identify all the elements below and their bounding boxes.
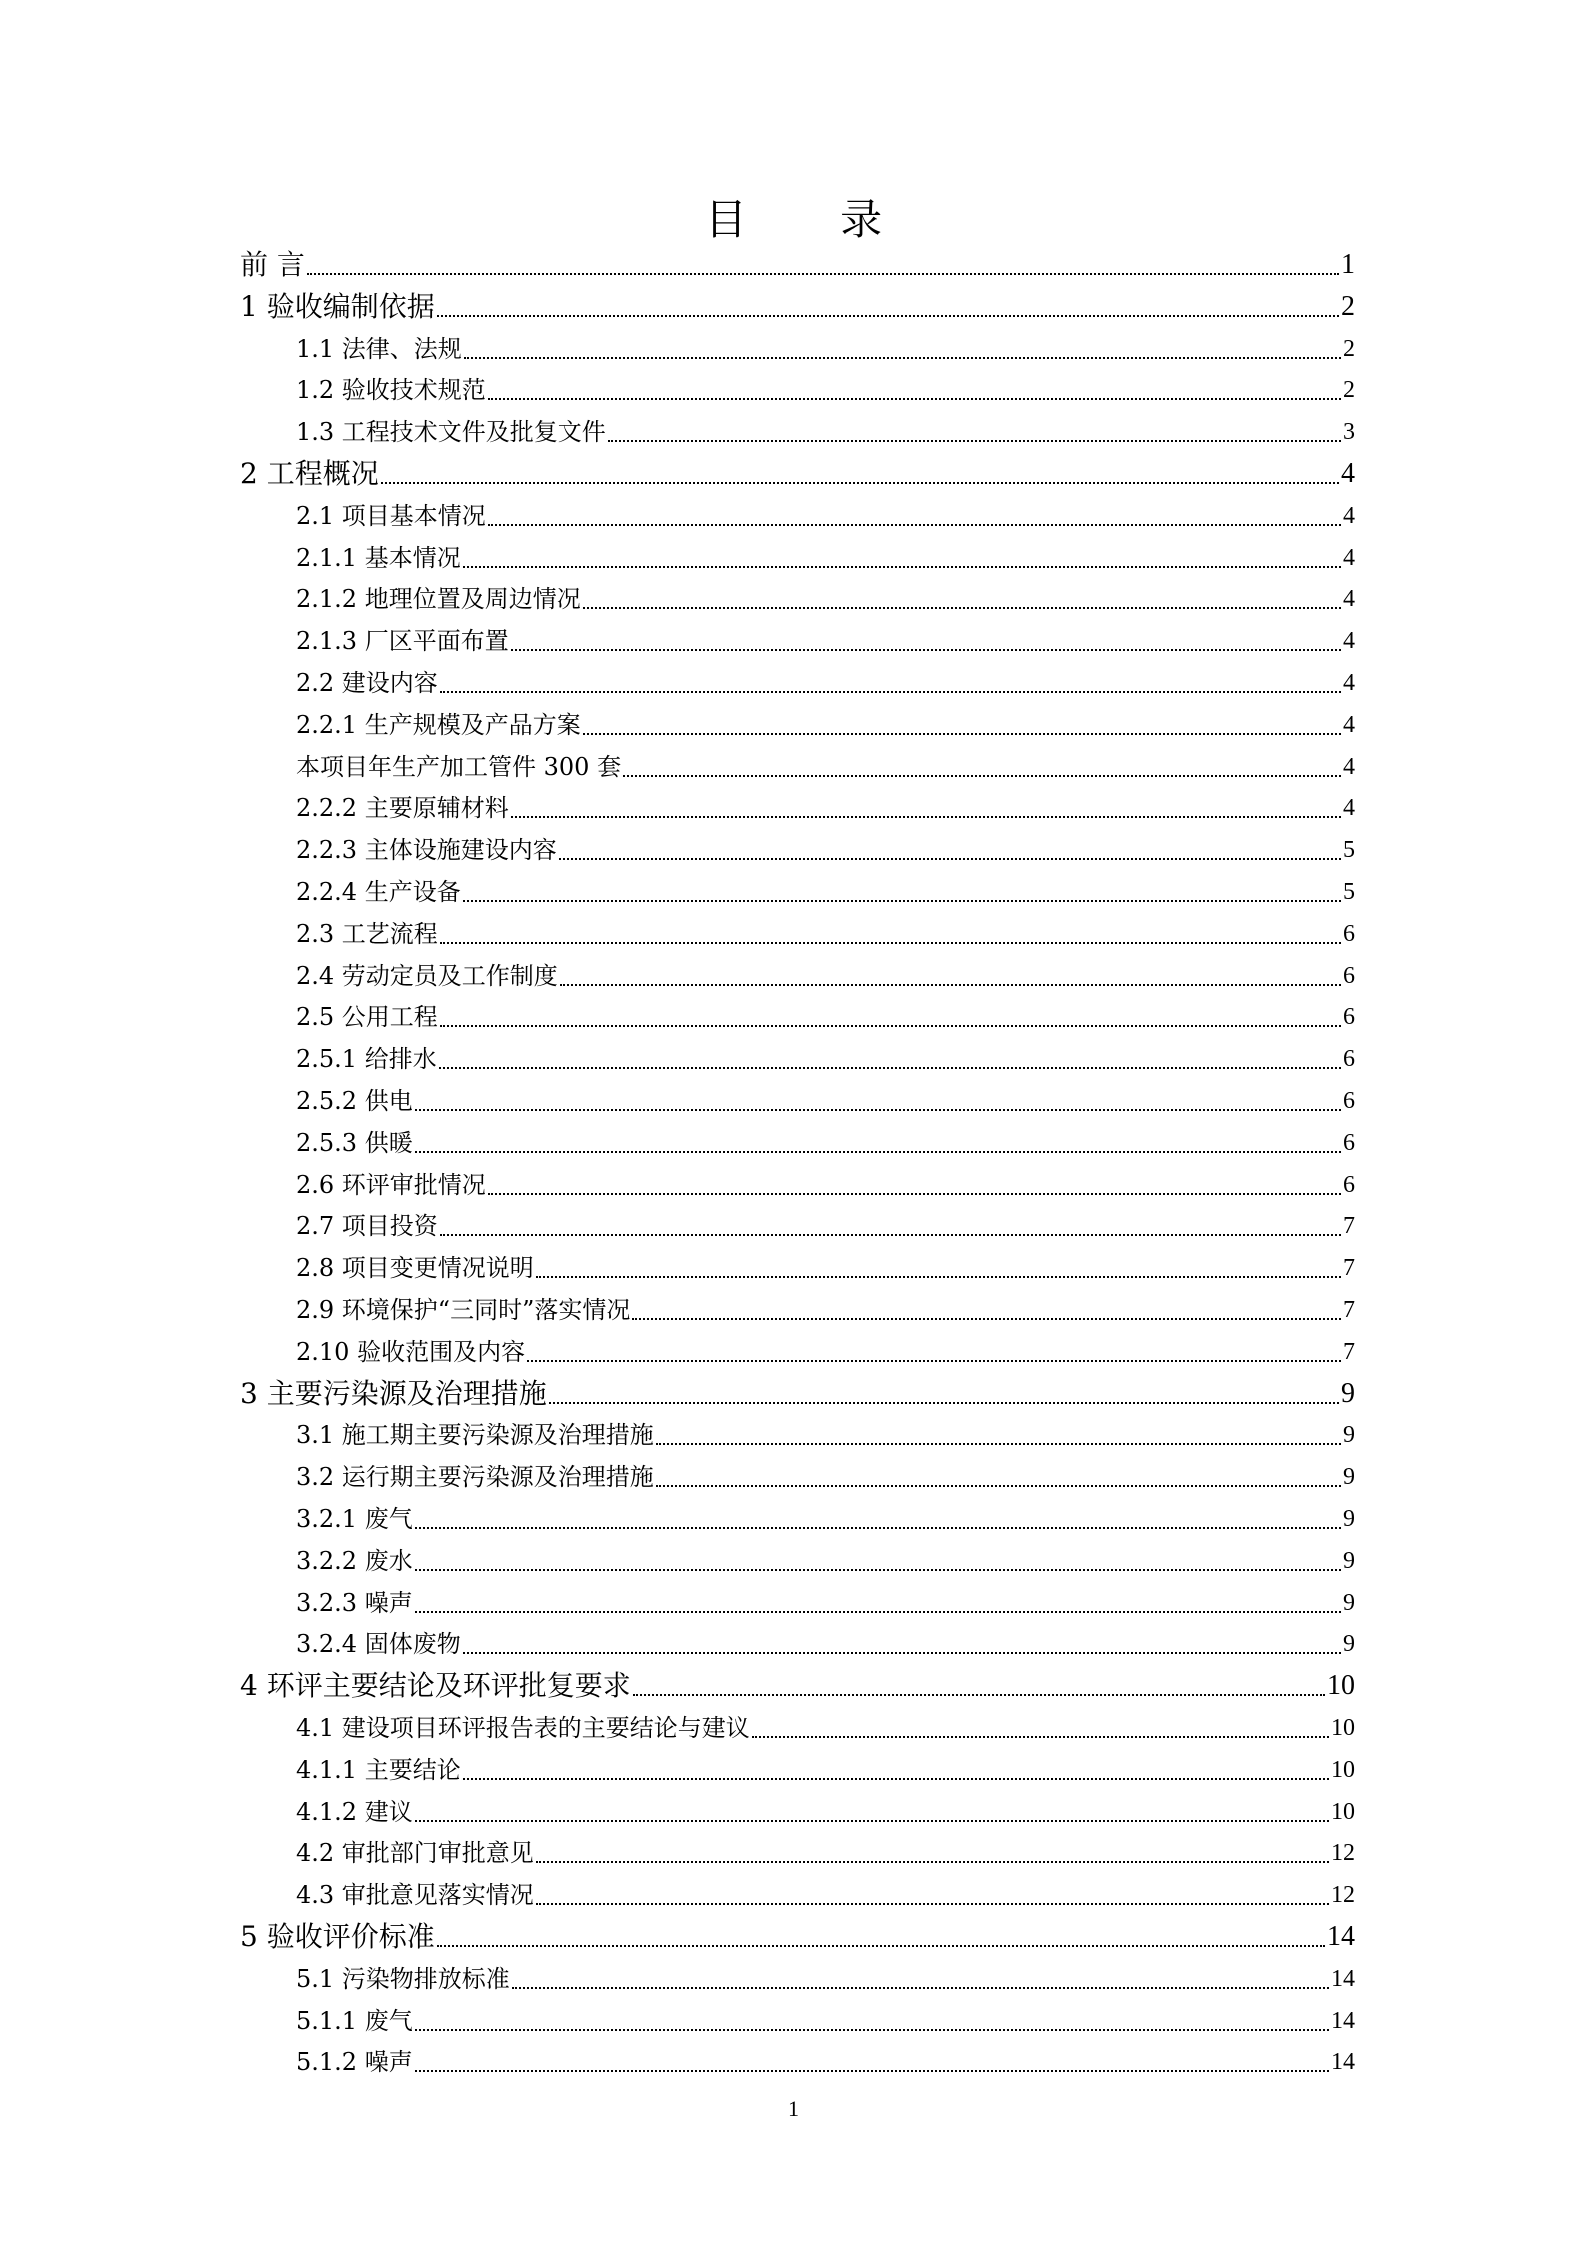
toc-entry-label: 本项目年生产加工管件 300 套 bbox=[296, 753, 622, 781]
toc-dot-leader bbox=[463, 566, 1341, 568]
toc-entry-page: 5 bbox=[1343, 837, 1355, 863]
toc-entry[interactable] bbox=[296, 1959, 1355, 1999]
toc-dot-leader bbox=[415, 1527, 1341, 1529]
toc-entry-label: 4.1.1 主要结论 bbox=[296, 1756, 461, 1784]
toc-entry-page: 4 bbox=[1343, 628, 1355, 654]
toc-dot-leader bbox=[511, 649, 1341, 651]
toc-entry[interactable] bbox=[296, 1708, 1355, 1748]
toc-entry-label: 2.2.1 生产规模及产品方案 bbox=[296, 711, 581, 739]
toc-entry-label: 2.6 环评审批情况 bbox=[296, 1171, 486, 1199]
toc-entry[interactable] bbox=[296, 1499, 1355, 1539]
toc-dot-leader bbox=[440, 1025, 1341, 1027]
toc-entry-page: 9 bbox=[1343, 1422, 1355, 1448]
toc-entry[interactable] bbox=[296, 1875, 1355, 1915]
toc-entry[interactable] bbox=[296, 621, 1355, 661]
toc-entry[interactable] bbox=[296, 1792, 1355, 1832]
toc-entry[interactable] bbox=[296, 370, 1355, 410]
toc-entry-page: 7 bbox=[1343, 1339, 1355, 1365]
toc-entry[interactable] bbox=[296, 1583, 1355, 1623]
toc-entry[interactable] bbox=[296, 412, 1355, 452]
toc-dot-leader bbox=[583, 607, 1341, 609]
toc-entry[interactable] bbox=[240, 287, 1355, 327]
toc-entry-label: 1.2 验收技术规范 bbox=[296, 376, 486, 404]
toc-dot-leader bbox=[415, 1151, 1341, 1153]
toc-entry[interactable] bbox=[296, 496, 1355, 536]
toc-dot-leader bbox=[437, 315, 1339, 317]
toc-entry-label: 4.2 审批部门审批意见 bbox=[296, 1839, 534, 1867]
toc-dot-leader bbox=[440, 942, 1341, 944]
toc-entry[interactable] bbox=[296, 329, 1355, 369]
toc-entry[interactable] bbox=[296, 830, 1355, 870]
toc-dot-leader bbox=[415, 1611, 1341, 1613]
toc-entry-page: 4 bbox=[1343, 545, 1355, 571]
toc-dot-leader bbox=[463, 900, 1341, 902]
toc-dot-leader bbox=[415, 1109, 1341, 1111]
toc-dot-leader bbox=[633, 1694, 1325, 1696]
toc-entry[interactable] bbox=[296, 997, 1355, 1037]
toc-entry-page: 12 bbox=[1331, 1840, 1355, 1866]
toc-entry-label: 2.8 项目变更情况说明 bbox=[296, 1254, 534, 1282]
toc-entry-label: 2.2.3 主体设施建设内容 bbox=[296, 836, 557, 864]
toc-entry-page: 9 bbox=[1343, 1590, 1355, 1616]
toc-entry-page: 5 bbox=[1343, 879, 1355, 905]
toc-entry-page: 7 bbox=[1343, 1255, 1355, 1281]
toc-dot-leader bbox=[512, 1987, 1329, 1989]
toc-entry-page: 12 bbox=[1331, 1882, 1355, 1908]
toc-entry-page: 10 bbox=[1331, 1799, 1355, 1825]
toc-entry[interactable] bbox=[296, 1290, 1355, 1330]
toc-entry-page: 10 bbox=[1327, 1670, 1355, 1701]
toc-entry-label: 2 工程概况 bbox=[240, 457, 379, 490]
toc-entry-page: 14 bbox=[1331, 2049, 1355, 2075]
toc-dot-leader bbox=[632, 1318, 1341, 1320]
toc-dot-leader bbox=[511, 816, 1341, 818]
toc-entry-page: 4 bbox=[1343, 586, 1355, 612]
toc-entry-page: 2 bbox=[1343, 377, 1355, 403]
toc-entry-label: 2.1.1 基本情况 bbox=[296, 544, 461, 572]
toc-entry[interactable] bbox=[240, 1666, 1355, 1706]
toc-entry-page: 9 bbox=[1343, 1506, 1355, 1532]
toc-entry[interactable] bbox=[296, 788, 1355, 828]
toc-entry-label: 2.4 劳动定员及工作制度 bbox=[296, 962, 558, 990]
toc-entry-page: 2 bbox=[1343, 336, 1355, 362]
toc-entry[interactable] bbox=[296, 2001, 1355, 2041]
toc-entry[interactable] bbox=[296, 956, 1355, 996]
toc-dot-leader bbox=[464, 357, 1341, 359]
toc-dot-leader bbox=[488, 398, 1341, 400]
toc-entry-label: 5 验收评价标准 bbox=[240, 1920, 435, 1953]
toc-dot-leader bbox=[536, 1861, 1329, 1863]
toc-entry-page: 9 bbox=[1343, 1464, 1355, 1490]
toc-entry-label: 2.5.1 给排水 bbox=[296, 1045, 437, 1073]
toc-dot-leader bbox=[527, 1360, 1341, 1362]
toc-entry-label: 2.2 建设内容 bbox=[296, 669, 438, 697]
toc-entry-label: 1 验收编制依据 bbox=[240, 290, 435, 323]
toc-entry-page: 10 bbox=[1331, 1715, 1355, 1741]
toc-entry[interactable] bbox=[296, 1123, 1355, 1163]
toc-entry-label: 4 环评主要结论及环评批复要求 bbox=[240, 1669, 631, 1702]
toc-dot-leader bbox=[488, 1193, 1341, 1195]
toc-entry[interactable] bbox=[296, 2042, 1355, 2082]
toc-entry-label: 5.1.1 废气 bbox=[296, 2007, 413, 2035]
toc-entry[interactable] bbox=[240, 454, 1355, 494]
toc-entry[interactable] bbox=[296, 1833, 1355, 1873]
toc-dot-leader bbox=[440, 691, 1341, 693]
toc-dot-leader bbox=[307, 273, 1339, 275]
toc-entry-label: 5.1 污染物排放标准 bbox=[296, 1965, 510, 1993]
toc-title: 目 录 bbox=[704, 195, 923, 244]
toc-entry[interactable] bbox=[296, 1081, 1355, 1121]
toc-entry-label: 3.2.1 废气 bbox=[296, 1505, 413, 1533]
toc-dot-leader bbox=[656, 1443, 1341, 1445]
toc-entry-page: 6 bbox=[1343, 921, 1355, 947]
toc-entry[interactable] bbox=[296, 1750, 1355, 1790]
toc-dot-leader bbox=[488, 524, 1341, 526]
toc-dot-leader bbox=[437, 1945, 1325, 1947]
toc-entry-page: 4 bbox=[1343, 795, 1355, 821]
toc-entry-label: 3.1 施工期主要污染源及治理措施 bbox=[296, 1421, 654, 1449]
toc-entry[interactable] bbox=[296, 1457, 1355, 1497]
toc-dot-leader bbox=[656, 1485, 1341, 1487]
toc-entry-label: 2.5.3 供暖 bbox=[296, 1129, 413, 1157]
toc-dot-leader bbox=[536, 1903, 1329, 1905]
toc-dot-leader bbox=[415, 2070, 1329, 2072]
toc-entry-label: 2.9 环境保护“三同时”落实情况 bbox=[296, 1296, 631, 1324]
toc-entry[interactable] bbox=[296, 1165, 1355, 1205]
toc-dot-leader bbox=[623, 775, 1341, 777]
toc-dot-leader bbox=[752, 1736, 1329, 1738]
page-number: 1 bbox=[788, 2096, 799, 2121]
toc-entry-label: 2.1.2 地理位置及周边情况 bbox=[296, 585, 581, 613]
toc-entry-page: 7 bbox=[1343, 1297, 1355, 1323]
toc-entry[interactable] bbox=[296, 1206, 1355, 1246]
toc-entry-page: 6 bbox=[1343, 1172, 1355, 1198]
toc-entry-label: 4.1 建设项目环评报告表的主要结论与建议 bbox=[296, 1714, 750, 1742]
toc-entry[interactable] bbox=[296, 872, 1355, 912]
toc-entry-label: 2.5 公用工程 bbox=[296, 1003, 438, 1031]
toc-entry-label: 2.1.3 厂区平面布置 bbox=[296, 627, 509, 655]
toc-entry[interactable] bbox=[296, 1415, 1355, 1455]
toc-entry-page: 9 bbox=[1343, 1548, 1355, 1574]
toc-entry-label: 4.1.2 建议 bbox=[296, 1798, 413, 1826]
toc-entry[interactable] bbox=[240, 1374, 1355, 1414]
toc-entry-label: 4.3 审批意见落实情况 bbox=[296, 1881, 534, 1909]
toc-dot-leader bbox=[536, 1276, 1341, 1278]
toc-entry-page: 3 bbox=[1343, 419, 1355, 445]
toc-dot-leader bbox=[608, 440, 1341, 442]
toc-entry-page: 4 bbox=[1341, 458, 1355, 489]
toc-entry-label: 1.1 法律、法规 bbox=[296, 335, 462, 363]
toc-dot-leader bbox=[415, 1569, 1341, 1571]
toc-dot-leader bbox=[549, 1402, 1339, 1404]
toc-dot-leader bbox=[463, 1778, 1329, 1780]
toc-entry-page: 4 bbox=[1343, 503, 1355, 529]
toc-entry-page: 14 bbox=[1331, 1966, 1355, 1992]
toc-dot-leader bbox=[415, 1820, 1329, 1822]
toc-entry-page: 14 bbox=[1331, 2008, 1355, 2034]
toc-entry-label: 1.3 工程技术文件及批复文件 bbox=[296, 418, 606, 446]
toc-entry-page: 9 bbox=[1343, 1631, 1355, 1657]
toc-entry-label: 5.1.2 噪声 bbox=[296, 2048, 413, 2076]
toc-entry[interactable] bbox=[296, 1039, 1355, 1079]
toc-entry-label: 3 主要污染源及治理措施 bbox=[240, 1377, 547, 1410]
toc-entry-page: 4 bbox=[1343, 754, 1355, 780]
toc-entry[interactable] bbox=[296, 914, 1355, 954]
toc-entry-page: 6 bbox=[1343, 963, 1355, 989]
toc-entry[interactable] bbox=[296, 705, 1355, 745]
toc-entry-label: 2.5.2 供电 bbox=[296, 1087, 413, 1115]
toc-entry-page: 7 bbox=[1343, 1213, 1355, 1239]
toc-entry[interactable] bbox=[296, 1332, 1355, 1372]
toc-entry-label: 2.7 项目投资 bbox=[296, 1212, 438, 1240]
toc-entry-page: 6 bbox=[1343, 1130, 1355, 1156]
toc-entry-label: 前 言 bbox=[240, 248, 305, 281]
toc-entry-label: 2.2.4 生产设备 bbox=[296, 878, 461, 906]
toc-dot-leader bbox=[439, 1067, 1341, 1069]
toc-entry-page: 10 bbox=[1331, 1757, 1355, 1783]
toc-dot-leader bbox=[381, 482, 1339, 484]
toc-entry[interactable] bbox=[240, 1917, 1355, 1957]
toc-entry[interactable] bbox=[296, 1624, 1355, 1664]
toc-entry-page: 14 bbox=[1327, 1921, 1355, 1952]
toc-entry-label: 3.2.2 废水 bbox=[296, 1547, 413, 1575]
toc-entry[interactable] bbox=[296, 747, 1355, 787]
toc-dot-leader bbox=[440, 1234, 1341, 1236]
toc-dot-leader bbox=[415, 2029, 1329, 2031]
toc-entry-page: 6 bbox=[1343, 1046, 1355, 1072]
toc-entry[interactable] bbox=[240, 245, 1355, 285]
toc-dot-leader bbox=[463, 1652, 1341, 1654]
toc-entry-page: 4 bbox=[1343, 670, 1355, 696]
toc-dot-leader bbox=[560, 984, 1341, 986]
toc-entry[interactable] bbox=[296, 1248, 1355, 1288]
toc-entry-label: 3.2 运行期主要污染源及治理措施 bbox=[296, 1463, 654, 1491]
toc-entry[interactable] bbox=[296, 1541, 1355, 1581]
toc-entry-label: 2.1 项目基本情况 bbox=[296, 502, 486, 530]
toc-entry-page: 1 bbox=[1341, 249, 1355, 280]
toc-entry-page: 2 bbox=[1341, 291, 1355, 322]
toc-entry-label: 2.3 工艺流程 bbox=[296, 920, 438, 948]
toc-dot-leader bbox=[583, 733, 1341, 735]
toc-entry[interactable] bbox=[296, 579, 1355, 619]
toc-entry-page: 4 bbox=[1343, 712, 1355, 738]
toc-entry-label: 2.2.2 主要原辅材料 bbox=[296, 794, 509, 822]
toc-dot-leader bbox=[559, 858, 1341, 860]
toc-entry-page: 9 bbox=[1341, 1378, 1355, 1409]
toc-entry-label: 2.10 验收范围及内容 bbox=[296, 1338, 526, 1366]
toc-entry-page: 6 bbox=[1343, 1088, 1355, 1114]
toc-entry[interactable] bbox=[296, 663, 1355, 703]
toc-entry-label: 3.2.3 噪声 bbox=[296, 1589, 413, 1617]
toc-entry[interactable] bbox=[296, 538, 1355, 578]
toc-entry-label: 3.2.4 固体废物 bbox=[296, 1630, 461, 1658]
toc-entry-page: 6 bbox=[1343, 1004, 1355, 1030]
